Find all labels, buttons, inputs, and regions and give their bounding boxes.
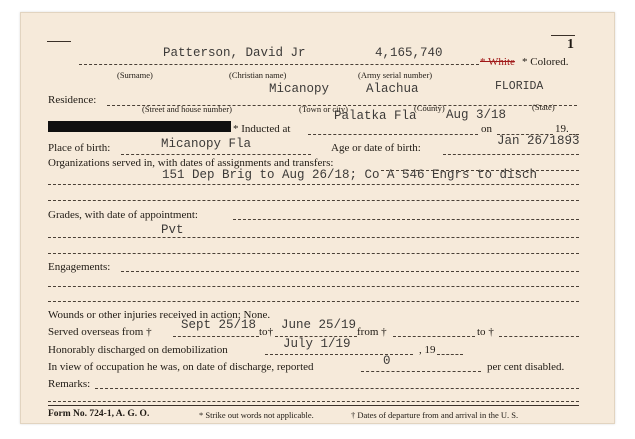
inducted-line — [308, 134, 478, 135]
redaction-bar — [48, 121, 231, 132]
birth-date-value: Jan 26/1893 — [497, 134, 580, 148]
overseas-to-label: to† — [259, 326, 274, 338]
overseas-from2-label: from † — [357, 326, 387, 338]
remarks-label: Remarks: — [48, 378, 91, 390]
birth-place-value: Micanopy Fla — [161, 137, 252, 151]
footer-note-strike: * Strike out words not applicable. — [199, 410, 314, 420]
grades-label: Grades, with date of appointment: — [48, 209, 198, 221]
serial-value: 4,165,740 — [375, 46, 443, 60]
state-caption: (State) — [532, 102, 555, 112]
disability-label: In view of occupation he was, on date of discharge, reported — [48, 361, 314, 373]
white-option: * White — [480, 56, 515, 68]
birth-place-label: Place of birth: — [48, 142, 111, 154]
engagements-label: Engagements: — [48, 261, 111, 273]
discharge-label: Honorably discharged on demobilization — [48, 344, 228, 356]
overseas-from2-line — [393, 336, 475, 337]
birth-date-line — [443, 154, 579, 155]
discharge-value: July 1/19 — [283, 337, 351, 351]
organizations-label: Organizations served in, with dates of assignments and transfers: — [48, 157, 334, 169]
overseas-to-value: June 25/19 — [281, 318, 357, 332]
disability-value: 0 — [383, 354, 391, 368]
engagements-line-3 — [48, 301, 579, 302]
inducted-year-label: 19. — [555, 123, 569, 135]
grades-line-2 — [48, 237, 579, 238]
top-left-rule — [47, 41, 71, 42]
on-label: on — [481, 123, 492, 135]
county-value: Alachua — [366, 82, 419, 96]
organizations-value: 151 Dep Brig to Aug 26/18; Co A 546 Engrs to disch — [162, 168, 538, 182]
discharge-year-line — [437, 354, 463, 355]
name-value: Patterson, David Jr — [163, 46, 306, 60]
overseas-to2-line — [499, 336, 579, 337]
engagements-line-1 — [121, 271, 579, 272]
induction-date-value: Aug 3/18 — [446, 108, 507, 122]
discharge-line — [265, 354, 413, 355]
footer-note-dates: † Dates of departure from and arrival in the U. S. — [351, 410, 519, 420]
state-value: FLORIDA — [495, 80, 544, 93]
overseas-from-line — [173, 336, 259, 337]
organizations-line-1 — [381, 170, 579, 171]
county-caption: (County) — [414, 103, 445, 113]
street-caption: (Street and house number) — [142, 104, 232, 114]
wounds-label: Wounds or other injuries received in action: None. — [48, 309, 271, 321]
page-number: 1 — [567, 37, 574, 52]
surname-caption: (Surname) — [117, 70, 153, 80]
disability-suffix: per cent disabled. — [487, 361, 565, 373]
form-number: Form No. 724-1, A. G. O. — [48, 409, 150, 419]
grades-line-3 — [48, 253, 579, 254]
discharge-year-label: , 19 — [419, 344, 436, 356]
age-label: Age or date of birth: — [331, 142, 421, 154]
remarks-line-2 — [48, 401, 579, 402]
name-line — [79, 64, 479, 65]
overseas-to2-label: to † — [477, 326, 494, 338]
grades-value: Pvt — [161, 223, 184, 237]
remarks-line-1 — [95, 388, 579, 389]
birth-place-line — [121, 154, 311, 155]
disability-line — [361, 371, 481, 372]
town-value: Micanopy — [269, 82, 330, 96]
town-caption: (Town or city) — [299, 104, 348, 114]
residence-label: Residence: — [48, 94, 97, 106]
serial-caption: (Army serial number) — [358, 70, 433, 80]
overseas-label: Served overseas from † — [48, 326, 152, 338]
engagements-line-2 — [48, 286, 579, 287]
overseas-from-value: Sept 25/18 — [181, 318, 257, 332]
induction-place-value: Palatka Fla — [334, 109, 417, 123]
footer-rule — [48, 405, 579, 406]
organizations-line-3 — [48, 200, 579, 201]
service-record-card — [20, 12, 615, 424]
colored-option: * Colored. — [522, 56, 569, 68]
organizations-line-2 — [48, 184, 579, 185]
inducted-label: * Inducted at — [233, 123, 291, 135]
grades-line-1 — [233, 219, 579, 220]
christian-name-caption: (Christian name) — [229, 70, 287, 80]
top-right-rule — [551, 35, 575, 36]
